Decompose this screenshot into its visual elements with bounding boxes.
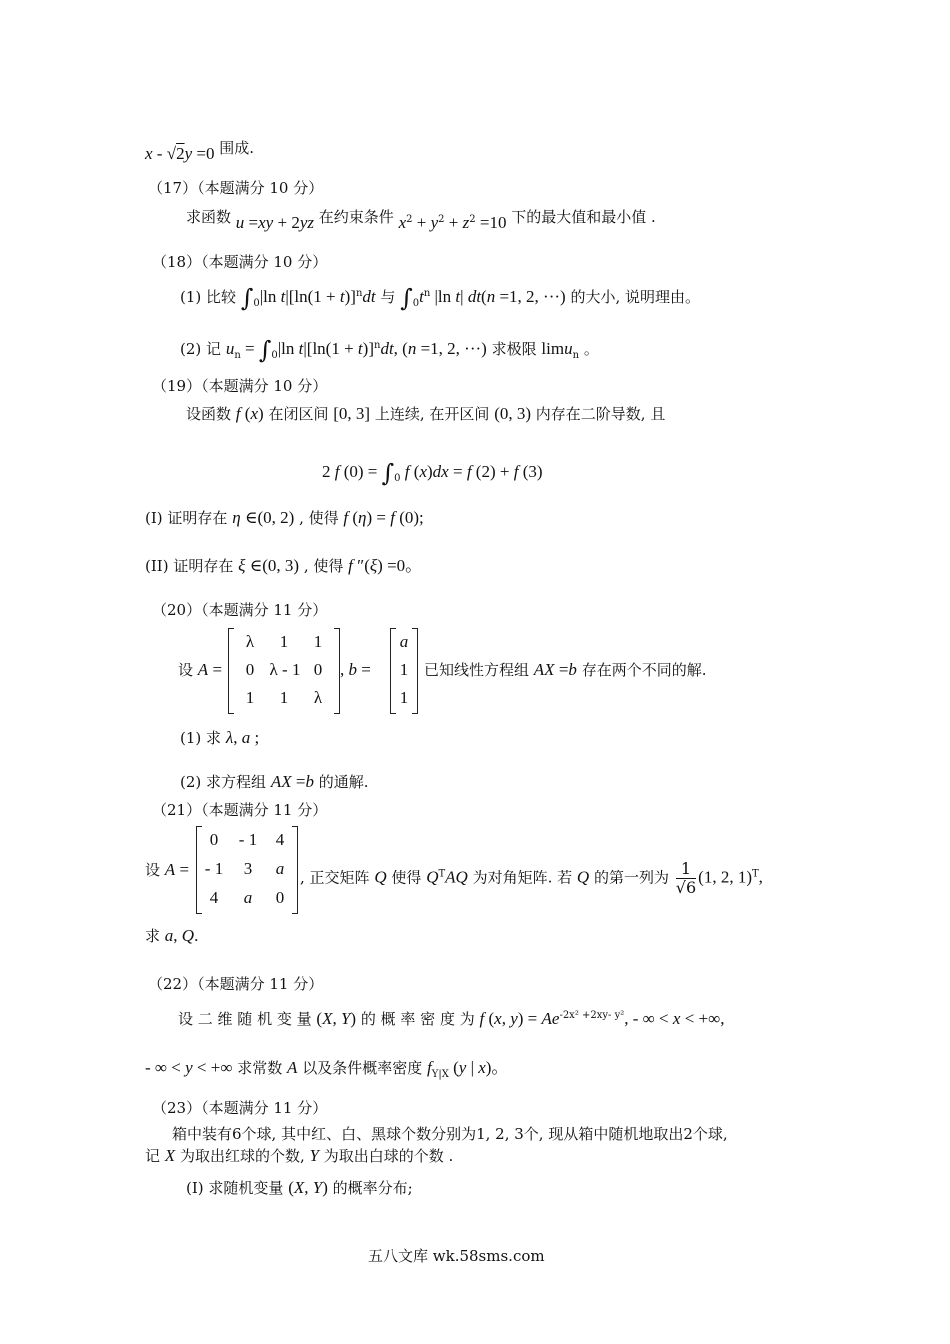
matrix-cell: λ - 1 (269, 660, 301, 679)
matrix-cell: 1 (313, 632, 323, 651)
vector-cell: 1 (399, 688, 409, 707)
q21-prefix: 设 A = (145, 860, 190, 879)
q23-header: （23）（本题满分 11 分） (152, 1099, 328, 1117)
q18-part2: (2) 记 $u_n = \int_0|\ln$ $t|[\ln(1 + t)]^ndt$, (n =1, 2, ···) 求极限 limu$_n$ 。 (180, 336, 599, 364)
matrix-cell: 1 (279, 632, 289, 651)
q20-part1: (1) 求 λ, a ; (180, 728, 260, 747)
q19-equation: 2 f $(0) = \int_0$ f (x)dx = f (2) + f (3) (322, 459, 543, 487)
matrix-cell: 1 (245, 688, 255, 707)
q20-b-label: , b = (340, 660, 371, 679)
q23-part1: (I) 求随机变量 (X, Y) 的概率分布; (186, 1178, 413, 1197)
q19-part2: (II) 证明存在 ξ ∈(0, 3) , 使得 f ″(ξ) =0。 (145, 556, 423, 575)
q19-part1: (I) 证明存在 η ∈(0, 2) , 使得 f (η) = f (0); (145, 508, 424, 527)
q17-header: （17）（本题满分 10 分） (148, 179, 324, 197)
matrix-cell: 4 (275, 830, 285, 849)
vector-cell: 1 (399, 660, 409, 679)
q20-tail: 已知线性方程组 AX =b 存在两个不同的解. (424, 660, 707, 679)
matrix-cell: 0 (313, 660, 323, 679)
q22-line2: - ∞ < y < +∞ 求常数 A 以及条件概率密度 $f_{Y|X}$ (y | x)。 (145, 1058, 509, 1080)
q18-header: （18）（本题满分 10 分） (152, 253, 328, 271)
q20-vector-b (390, 628, 418, 714)
q22-line1: 设 二 维 随 机 变 量 (X, Y) 的 概 率 密 度 为 f (x, $y) = Ae^{-2x^2 +2xy- y^2}$, - ∞ < x < +∞, (178, 1009, 725, 1028)
footer-watermark: 五八文库 wk.58sms.com (368, 1247, 545, 1265)
q19-line1: 设函数 f (x) 在闭区间 [0, 3] 上连续, 在开区间 (0, 3) 内存在二阶导数, 且 (186, 404, 666, 423)
vector-cell: a (399, 632, 409, 651)
q21-header: （21）（本题满分 11 分） (152, 801, 328, 819)
matrix-cell: 0 (275, 888, 285, 907)
q20-header: （20）（本题满分 11 分） (152, 601, 328, 619)
intro-line: x - √2y =0 围成. (145, 139, 255, 163)
q19-header: （19）（本题满分 10 分） (152, 377, 328, 395)
q20-matrix-a (228, 628, 340, 714)
q21-matrix-a (196, 826, 298, 914)
matrix-cell: 0 (245, 660, 255, 679)
matrix-cell: a (275, 859, 285, 878)
matrix-cell: 4 (209, 888, 219, 907)
q21-body: , 正交矩阵 Q 使得 $Q^TAQ$ 为对角矩阵. 若 Q 的第一列为 $\frac{1}{√6}$ (1, 2, 1)$^T$, (300, 859, 763, 897)
matrix-cell: - 1 (238, 830, 258, 849)
matrix-cell: a (243, 888, 253, 907)
matrix-cell: - 1 (204, 859, 224, 878)
q23-line2: 记 X 为取出红球的个数, Y 为取出白球的个数 . (145, 1146, 454, 1165)
matrix-cell: λ (313, 688, 323, 707)
matrix-cell: 3 (243, 859, 253, 878)
q21-end: 求 a, Q. (145, 926, 199, 945)
matrix-cell: 0 (209, 830, 219, 849)
matrix-cell: λ (245, 632, 255, 651)
q18-part1: (1) 比较 $\int_0|\ln$ $t|[\ln(1 + t)]^ndt$ 与 $\int_0t^n$ |ln t| dt(n =1, 2, ···) 的大小, 说明理由。 (180, 284, 701, 312)
q20-prefix: 设 A = (178, 660, 223, 679)
q17-body: 求函数 u =xy + 2yz 在约束条件 $x^2 + y^2 + z^2 =10$ 下的最大值和最小值 . (186, 208, 656, 232)
q22-header: （22）（本题满分 11 分） (148, 975, 324, 993)
q23-line1: 箱中装有6个球, 其中红、白、黑球个数分别为1, 2, 3个, 现从箱中随机地取出2个球, (172, 1125, 728, 1143)
matrix-cell: 1 (279, 688, 289, 707)
q20-part2: (2) 求方程组 AX =b 的通解. (180, 772, 369, 791)
